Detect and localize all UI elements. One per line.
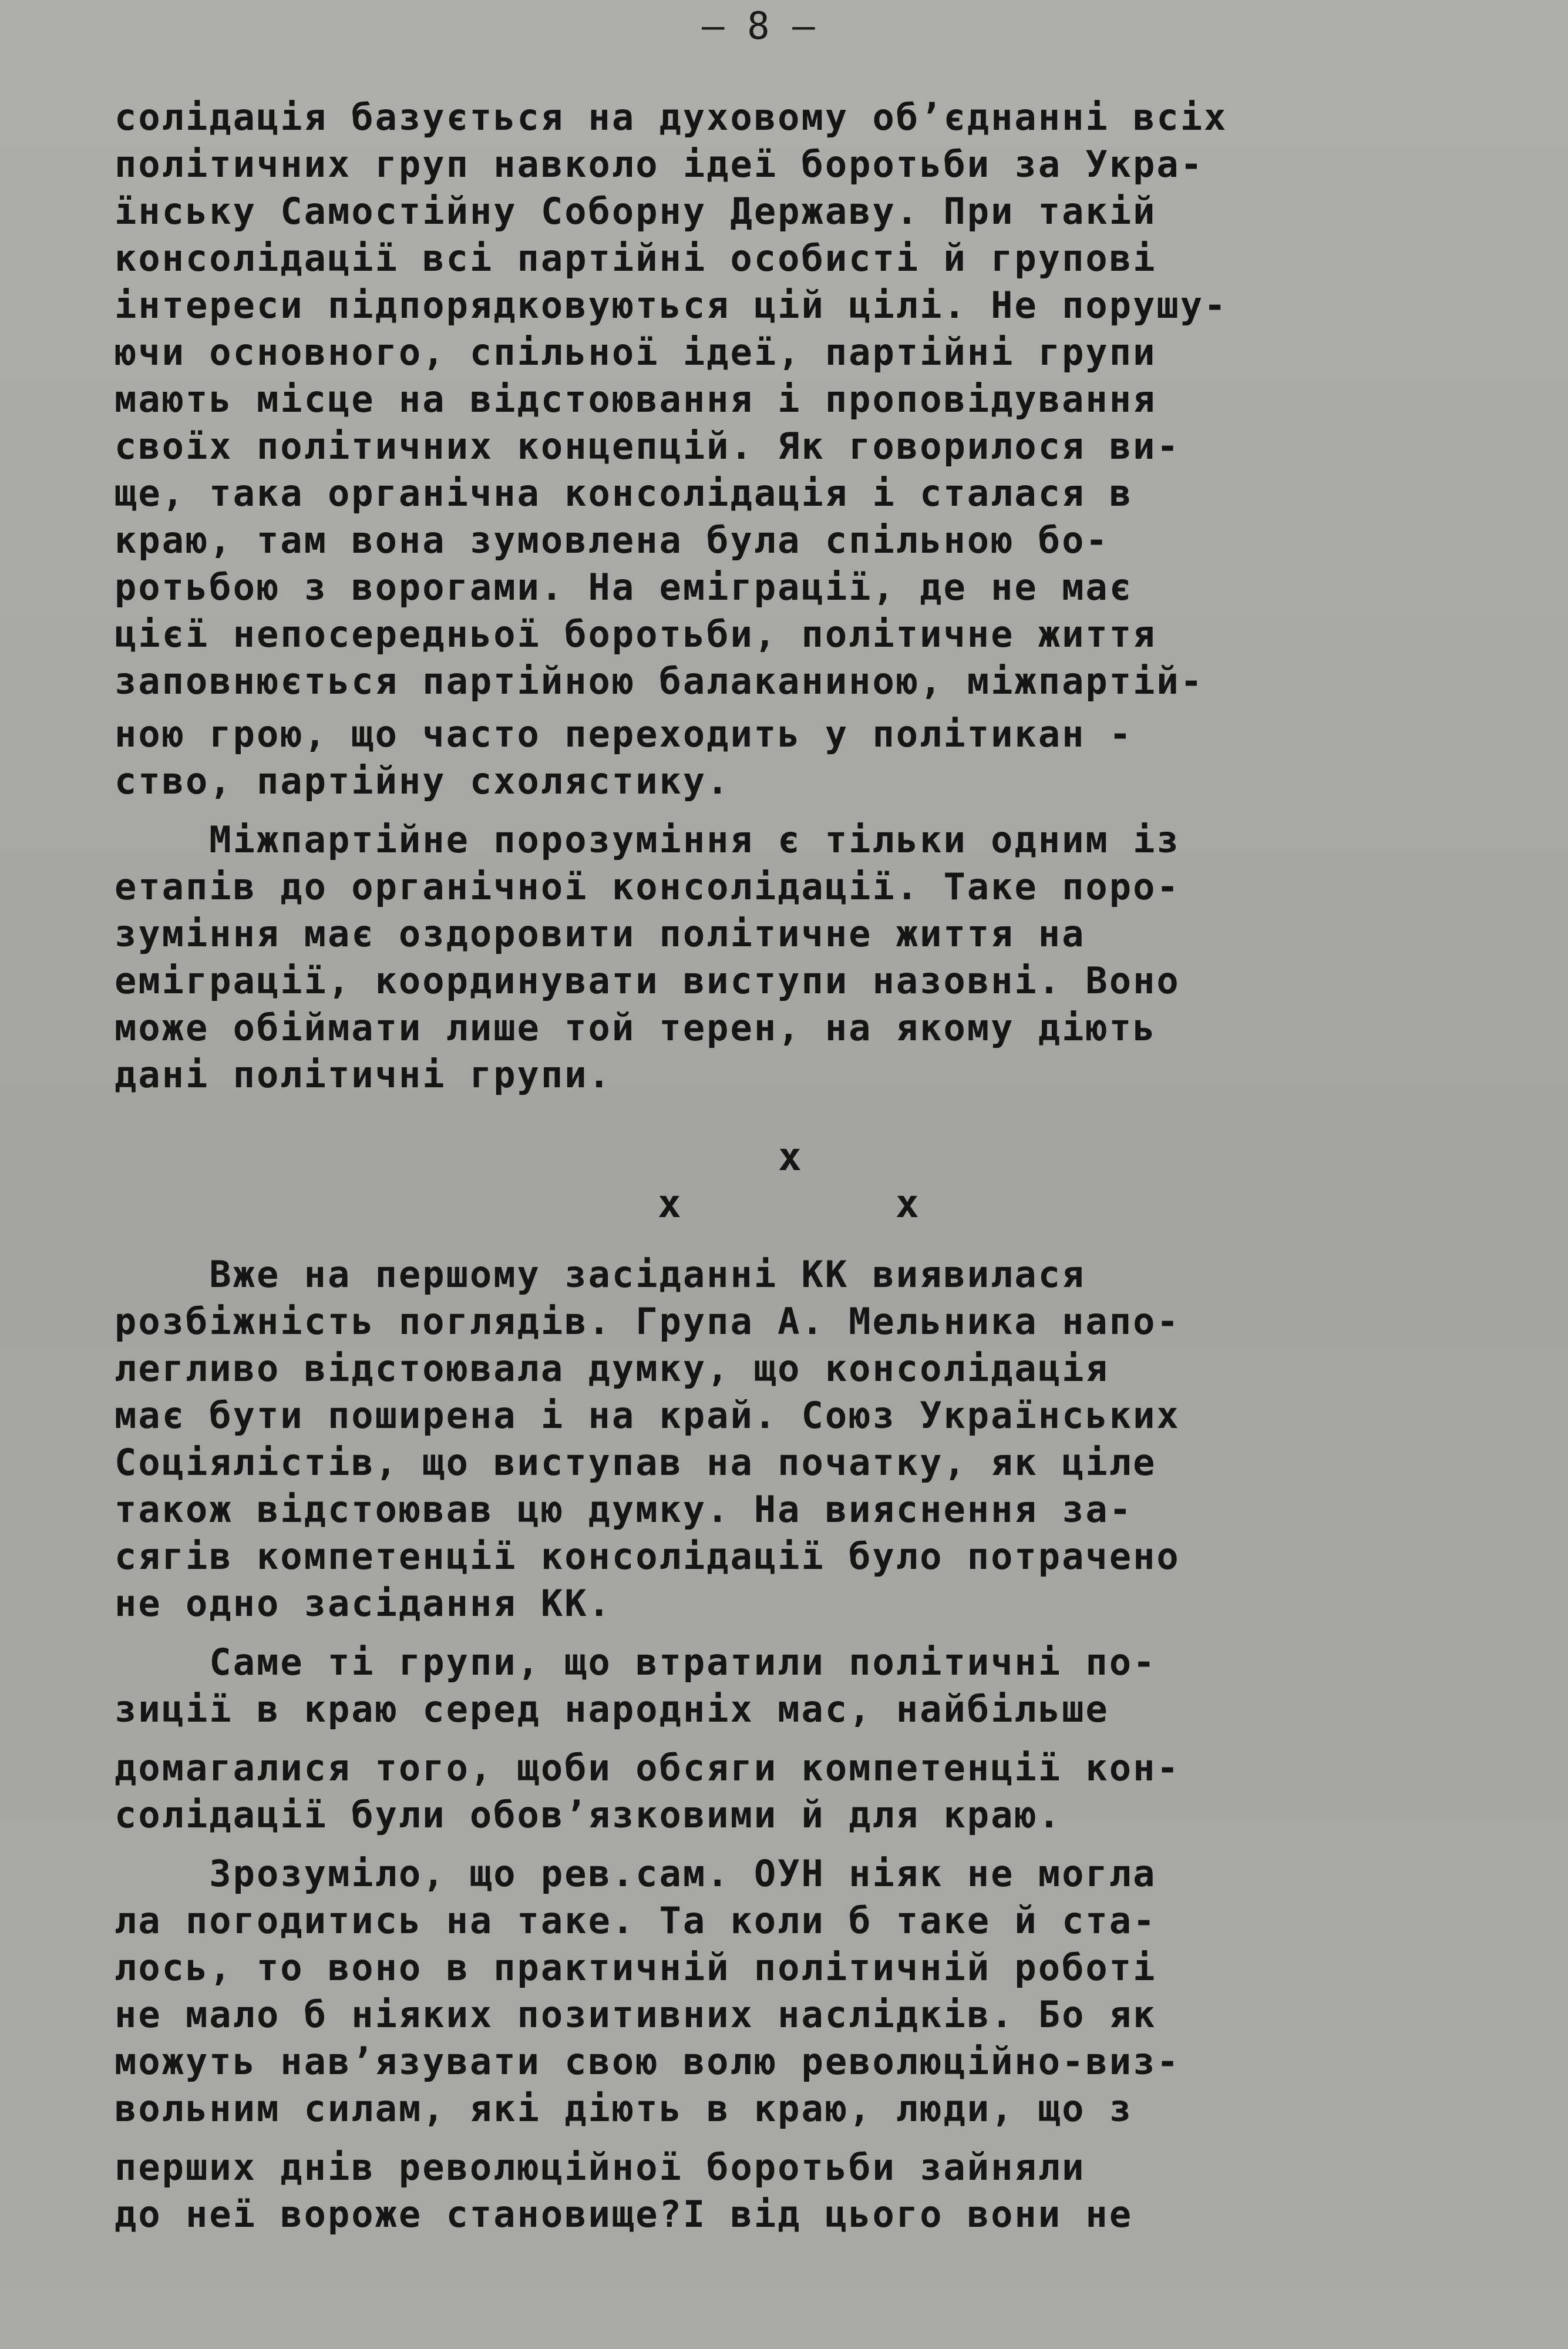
text-line: має бути поширена і на край. Союз Українських	[115, 1394, 1180, 1437]
text-line: перших днів революційної боротьби зайняли	[115, 2146, 1086, 2189]
text-line: Міжпартійне порозуміння є тільки одним із	[115, 818, 1180, 861]
text-line: Саме ті групи, що втратили політичні по-	[115, 1641, 1157, 1683]
text-line: сягів компетенції консолідації було потрачено	[115, 1535, 1180, 1578]
text-line: лось, то воно в практичній політичній роботі	[115, 1946, 1157, 1989]
text-line: своїх політичних концепцій. Як говорилося ви-	[115, 425, 1180, 468]
separator-mark: x	[658, 1181, 681, 1226]
separator-mark: x	[778, 1134, 802, 1179]
text-line: краю, там вона зумовлена була спільною бо-	[115, 519, 1109, 562]
text-line: Соціялістів, що виступав на початку, як ціле	[115, 1441, 1157, 1484]
text-line: ною грою, що часто переходить у політикан -	[115, 713, 1133, 755]
text-line: також відстоював цю думку. На вияснення за-	[115, 1488, 1133, 1531]
text-line: солідація базується на духовому об’єднанні всіх	[115, 96, 1228, 139]
page-number: – 8 –	[702, 5, 815, 48]
text-line: не одно засідання КК.	[115, 1582, 612, 1625]
text-line: до неї вороже становище?І від цього вони не	[115, 2193, 1133, 2236]
text-line: ще, така органічна консолідація і сталася в	[115, 472, 1133, 515]
text-line: Вже на першому засіданні КК виявилася	[115, 1253, 1086, 1296]
text-line: заповнюється партійною балаканиною, міжпартій-	[115, 660, 1204, 703]
text-line: солідації були обов’язковими й для краю.	[115, 1793, 1062, 1836]
text-line: можуть нав’язувати свою волю революційно-виз-	[115, 2040, 1180, 2083]
text-line: легливо відстоювала думку, що консолідація	[115, 1347, 1109, 1390]
text-line: вольним силам, які діють в краю, люди, що з	[115, 2087, 1133, 2130]
separator-mark: x	[896, 1181, 919, 1226]
text-line: дані політичні групи.	[115, 1053, 612, 1096]
text-line: етапів до органічної консолідації. Таке поро-	[115, 865, 1180, 908]
text-line: домагалися того, щоби обсяги компетенції кон-	[115, 1746, 1180, 1789]
text-line: розбіжність поглядів. Група А. Мельника напо-	[115, 1300, 1180, 1343]
text-line: інтереси підпорядковуються цій цілі. Не порушу-	[115, 284, 1228, 327]
text-line: може обіймати лише той терен, на якому діють	[115, 1006, 1157, 1049]
text-line: ючи основного, спільної ідеї, партійні групи	[115, 331, 1157, 374]
text-line: їнську Самостійну Соборну Державу. При такій	[115, 190, 1157, 233]
text-line: Зрозуміло, що рев.сам. ОУН ніяк не могла	[115, 1852, 1157, 1895]
text-line: зуміння має оздоровити політичне життя на	[115, 912, 1086, 955]
text-line: ла погодитись на таке. Та коли б таке й ста-	[115, 1899, 1157, 1942]
text-line: еміграції, координувати виступи назовні. Воно	[115, 959, 1180, 1002]
text-line: політичних груп навколо ідеї боротьби за Укра-	[115, 143, 1204, 186]
text-line: зиції в краю серед народніх мас, найбільше	[115, 1688, 1109, 1730]
text-line: ротьбою з ворогами. На еміграції, де не має	[115, 566, 1133, 609]
text-line: ство, партійну схолястику.	[115, 760, 731, 802]
text-line: не мало б ніяких позитивних наслідків. Бо як	[115, 1993, 1157, 2036]
text-line: мають місце на відстоювання і проповідування	[115, 378, 1157, 421]
text-line: консолідації всі партійні особисті й групові	[115, 237, 1157, 280]
text-line: цієї непосередньої боротьби, політичне життя	[115, 613, 1157, 656]
